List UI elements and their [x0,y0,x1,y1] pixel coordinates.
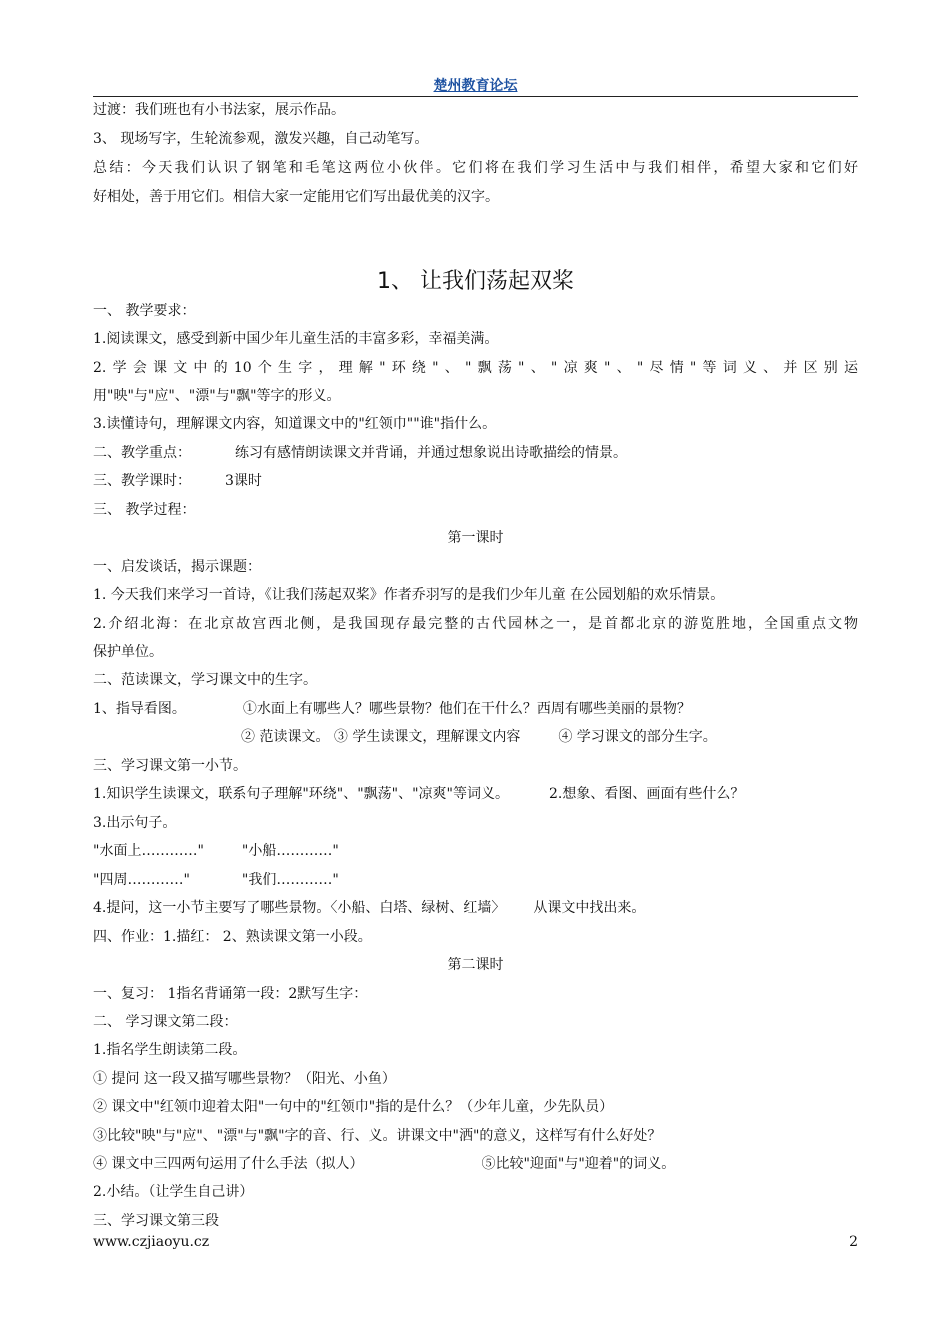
section-item [93,784,858,804]
intro-line: 总结：今天我们认识了钢笔和毛笔这两位小伙伴。它们将在我们学习生活中与我们相伴，希望大家和它们好 [93,160,858,176]
section-item-text: 2.想象、看图、画面有些什么？ [549,786,745,802]
phrase: "水面上…………" [93,843,204,859]
second-period-line: 三、学习课文第三段 [93,1213,219,1229]
second-period-line: 一、复习： 1指名背诵第一段：2默写生字： [93,986,368,1002]
requirement-item: 2.学会课文中的10个生字，理解"环绕"、"飘荡"、"凉爽"、"尽情"等词义、并区别运 [93,360,858,376]
second-period-line: 2.小结。（让学生自己讲） [93,1184,254,1200]
first-period-title: 第一课时 [447,530,504,546]
first-period-line: 保护单位。 [93,644,163,660]
section-item: 3.出示句子。 [93,815,177,831]
requirement-item: 1.阅读课文，感受到新中国少年儿童生活的丰富多彩，幸福美满。 [93,331,499,347]
header-divider [93,96,858,97]
focus-label: 二、教学重点： [93,445,191,461]
second-period-line: ① 提问 这一段又描写哪些景物？（阳光、小鱼） [93,1071,396,1087]
second-period-line: ③比较"映"与"应"、"漂"与"飘"字的音、行、义。讲课文中"洒"的意义，这样写有什么好处？ [93,1128,662,1144]
section-item [93,898,858,918]
first-period-line: 1. 今天我们来学习一首诗，《让我们荡起双桨》作者乔羽写的是我们少年儿童 在公园划船的欢乐情景。 [93,587,725,603]
second-period-line: ② 课文中"红领巾迎着太阳"一句中的"红领巾"指的是什么？（少年儿童，少先队员） [93,1099,614,1115]
intro-line: 好相处，善于用它们。相信大家一定能用它们写出最优美的汉字。 [93,189,499,205]
periods-label: 三、教学课时： [93,473,191,489]
intro-line: 3、 现场写字，生轮流参观，激发兴趣，自己动笔写。 [93,131,429,147]
guide-question: ④ 学习课文的部分生字。 [558,729,717,745]
focus-text: 练习有感情朗读课文并背诵，并通过想象说出诗歌描绘的情景。 [235,445,627,461]
first-period-line: 二、范读课文，学习课文中的生字。 [93,672,317,688]
footer-site: www.czjiaoyu.cz [93,1234,210,1250]
focus-line [93,443,858,463]
guide-question: ② 范读课文。 ③ 学生读课文，理解课文内容 [241,729,521,745]
first-period-line: 2.介绍北海：在北京故宫西北侧，是我国现存最完整的古代园林之一，是首都北京的游览胜地，全国重点文物 [93,616,858,632]
second-period-line [93,1154,858,1174]
section-item-text: 1.知识学生读课文，联系句子理解"环绕"、"飘荡"、"凉爽"等词义。 [93,786,509,802]
first-period-line: 一、启发谈话，揭示课题： [93,559,261,575]
second-period-line: 1.指名学生朗读第二段。 [93,1042,247,1058]
phrase: "四周…………" [93,872,190,888]
header-title[interactable]: 楚州教育论坛 [433,78,518,94]
lesson-title: 1、 让我们荡起双桨 [377,269,574,294]
guide-question: ①水面上有哪些人？哪些景物？他们在干什么？西周有哪些美丽的景物？ [242,701,691,717]
guide-line [93,699,858,719]
section-item-text: 从课文中找出来。 [533,900,646,916]
second-period-title: 第二课时 [447,957,504,973]
phrase-line [93,870,858,890]
section-item-text: 4.提问，这一小节主要写了哪些景物。〈小船、白塔、绿树、红墙〉 [93,900,506,916]
requirement-item: 3.读懂诗句，理解课文内容，知道课文中的"红领巾""谁"指什么。 [93,416,497,432]
guide-line [93,727,858,747]
second-period-line: 二、 学习课文第二段： [93,1014,238,1030]
intro-line: 过渡：我们班也有小书法家，展示作品。 [93,102,345,118]
requirement-item: 用"映"与"应"、"漂"与"飘"等字的形义。 [93,388,341,404]
homework-line: 四、作业：1.描红： 2、熟读课文第一小段。 [93,929,372,945]
requirements-heading: 一、 教学要求： [93,303,196,319]
process-heading: 三、 教学过程： [93,502,196,518]
phrase: "我们…………" [241,872,339,888]
question-text: ⑤比较"迎面"与"迎着"的词义。 [481,1156,676,1172]
footer-page-number: 2 [849,1234,858,1250]
phrase-line [93,841,858,861]
section-heading: 三、学习课文第一小节。 [93,758,247,774]
periods-line [93,471,858,491]
guide-label: 1、指导看图。 [93,701,186,717]
periods-text: 3课时 [225,473,262,489]
question-text: ④ 课文中三四两句运用了什么手法（拟人） [93,1156,364,1172]
phrase: "小船…………" [241,843,339,859]
